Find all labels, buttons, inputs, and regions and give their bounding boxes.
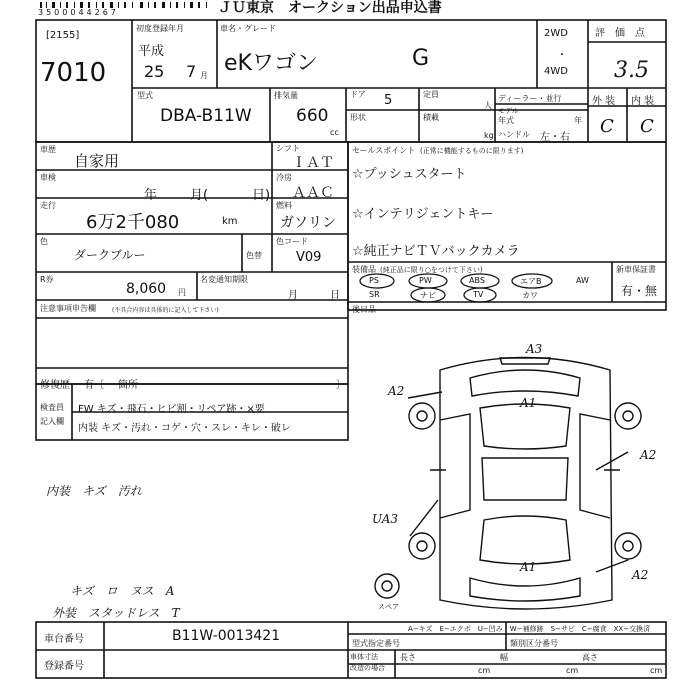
color-code-value: V09 <box>296 250 322 265</box>
interior-grade: C <box>640 116 654 137</box>
recycle-value: 8,060 <box>126 281 167 297</box>
damage-mark: A3 <box>526 342 543 356</box>
name-change-month: 月 <box>288 290 298 301</box>
history-label: 車歴 <box>40 145 56 154</box>
equipment-label: 装備品 <box>352 265 376 274</box>
color-value: ダークブルー <box>74 248 146 262</box>
name-change-label: 名変通知期限 <box>200 275 248 284</box>
shift-label: シフト <box>276 144 300 153</box>
model-year-label-top: モデル <box>498 107 519 115</box>
name-change-day: 日 <box>330 290 340 301</box>
handwritten-note: 外装 スタッドレス T <box>52 606 180 620</box>
handle-label: ハンドル <box>498 130 530 139</box>
shift-value: ＩＡＴ <box>292 155 334 171</box>
sales-points-label: セールスポイント <box>352 146 416 155</box>
inspection-year: 年 <box>144 188 158 203</box>
dimensions-height-unit: cm <box>650 666 663 675</box>
registration-label: 登録番号 <box>44 661 84 672</box>
car-diagram <box>375 358 641 610</box>
displacement-value: 660 <box>296 106 329 126</box>
color-code-label: 色コード <box>276 237 308 246</box>
barcode-number: 3500044267 <box>38 8 119 17</box>
color-label: 色 <box>40 237 48 246</box>
chassis-label: 車台番号 <box>44 634 84 645</box>
structure-label: 型式指定番号 <box>352 639 400 648</box>
drive-2wd: 2WD <box>544 28 568 39</box>
interior-label: 内 装 <box>631 96 655 107</box>
equipment-airbag: エアB <box>520 277 542 286</box>
car-name-label: 車名・グレード <box>220 24 276 33</box>
shape-label: 形状 <box>350 113 366 122</box>
dimensions-width: 幅 <box>500 653 508 662</box>
doors-value: 5 <box>384 93 393 108</box>
notes-sub: (不具合内容は具体的に記入して下さい) <box>112 307 219 314</box>
first-registration-label: 初度登録年月 <box>136 24 184 33</box>
doors-label: ドア <box>350 90 366 99</box>
capacity-unit: 人 <box>484 101 492 110</box>
drive-dot: ・ <box>557 50 567 61</box>
equipment-sr: SR <box>369 290 380 299</box>
handle-value: 左・右 <box>540 132 570 143</box>
model-value: DBA-B11W <box>160 106 252 126</box>
exterior-grade: C <box>600 116 614 137</box>
sales-points-sub: (正常に機能するものに限ります) <box>420 147 524 155</box>
model-year-unit: 年 <box>574 116 582 125</box>
dimensions-height: 高さ <box>582 653 598 662</box>
lot-code: [2155] <box>46 30 80 41</box>
equipment-sub: (純正品に限り○をつけて下さい) <box>380 266 483 274</box>
repair-label: 修復歴 <box>40 380 70 391</box>
warranty-label: 新車保証書 <box>616 265 656 274</box>
load-label: 積載 <box>423 113 439 122</box>
model-year-label-bottom: 年式 <box>498 116 514 125</box>
displacement-label: 排気量 <box>274 91 298 100</box>
era: 平成 <box>138 44 165 59</box>
recycle-unit: 円 <box>178 288 186 297</box>
sales-point-item: ☆純正ナビＴＶバックカメラ <box>352 244 520 259</box>
inspector-label-top: 検査員 <box>40 403 64 412</box>
aircon-label: 冷房 <box>276 173 292 182</box>
registration-year: 25 <box>144 62 165 81</box>
recycle-label: R券 <box>40 275 54 284</box>
repair-unit: 箇所 <box>118 380 138 391</box>
mileage-value: 6万2千080 <box>86 212 180 233</box>
handwritten-note: キズ ロ ヌス A <box>70 584 175 598</box>
sales-point-item: ☆インテリジェントキー <box>352 207 494 222</box>
equipment-aw: AW <box>576 276 589 285</box>
registration-month: 7 <box>186 62 197 81</box>
inspector-label-bottom: 記入欄 <box>40 417 64 426</box>
load-unit: kg <box>484 131 494 140</box>
lot-number: 7010 <box>40 58 107 88</box>
grade: G <box>412 46 430 71</box>
aircon-value: ＡＡＣ <box>292 185 334 201</box>
damage-mark: A1 <box>520 560 537 574</box>
fuel-value: ガソリン <box>280 215 336 231</box>
class-label: 類別区分番号 <box>510 639 558 648</box>
mileage-unit: km <box>222 216 238 227</box>
equipment-abs: ABS <box>469 276 485 285</box>
dimensions-width-unit: cm <box>566 666 579 675</box>
equipment-navi: ナビ <box>420 291 436 300</box>
displacement-unit: cc <box>330 128 339 137</box>
inspection-label: 車検 <box>40 173 56 182</box>
evaluation-label: 評 価 点 <box>595 28 645 39</box>
history-value: 自家用 <box>74 152 120 170</box>
equipment-tv: TV <box>473 290 484 299</box>
dimensions-label-top: 車体寸法 <box>350 653 378 661</box>
capacity-label: 定員 <box>423 90 439 99</box>
exterior-label: 外 装 <box>592 96 616 107</box>
chassis-value: B11W-0013421 <box>172 628 281 644</box>
inspector-line-1: FW キズ・飛石・ヒビ割・リペア跡・×要 <box>78 404 265 415</box>
dimensions-length: 長さ <box>400 653 416 662</box>
color-number-label: 色替 <box>246 251 262 260</box>
damage-mark: A2 <box>632 568 649 582</box>
aftermarket-label: 後日品 <box>352 305 376 314</box>
inspection-day: 日) <box>252 188 271 203</box>
damage-mark: A1 <box>520 396 537 410</box>
damage-legend: A−キズ E−エクボ U−凹み W−補修跡 S−サビ C−腐食 XX−交換済 <box>408 625 651 633</box>
mileage-label: 走行 <box>40 201 56 210</box>
month-unit: 月 <box>200 71 208 80</box>
equipment-ps: PS <box>369 276 379 285</box>
warranty-value: 有・無 <box>621 284 658 298</box>
notes-label: 注意事項申告欄 <box>40 304 96 313</box>
inspector-line-2: 内装 キズ・汚れ・コゲ・穴・スレ・キレ・破レ <box>78 423 291 434</box>
dealer-label: ディーラー・並行 <box>498 94 562 103</box>
drive-4wd: 4WD <box>544 66 568 77</box>
spare-label: スペア <box>378 603 399 611</box>
fuel-label: 燃料 <box>276 201 292 210</box>
equipment-leather: カワ <box>522 291 538 300</box>
form-title: ＪＵ東京 オークション出品申込書 <box>218 0 442 16</box>
equipment-pw: PW <box>419 276 432 285</box>
damage-mark: A2 <box>640 448 657 462</box>
dimensions-label-bottom: 改造の場合 <box>350 664 385 672</box>
repair-value: 有〔 <box>84 380 104 391</box>
damage-mark: A2 <box>388 384 405 398</box>
car-name: eKワゴン <box>224 51 318 76</box>
evaluation-score: 3.5 <box>614 58 649 83</box>
dimensions-length-unit: cm <box>478 666 491 675</box>
sales-point-item: ☆プッシュスタート <box>352 167 467 182</box>
inspection-month: 月( <box>190 188 209 203</box>
repair-close: 〕 <box>336 380 346 391</box>
handwritten-note: 内装 キズ 汚れ <box>46 484 142 498</box>
damage-mark: UA3 <box>372 512 399 526</box>
model-label: 型式 <box>137 91 153 100</box>
